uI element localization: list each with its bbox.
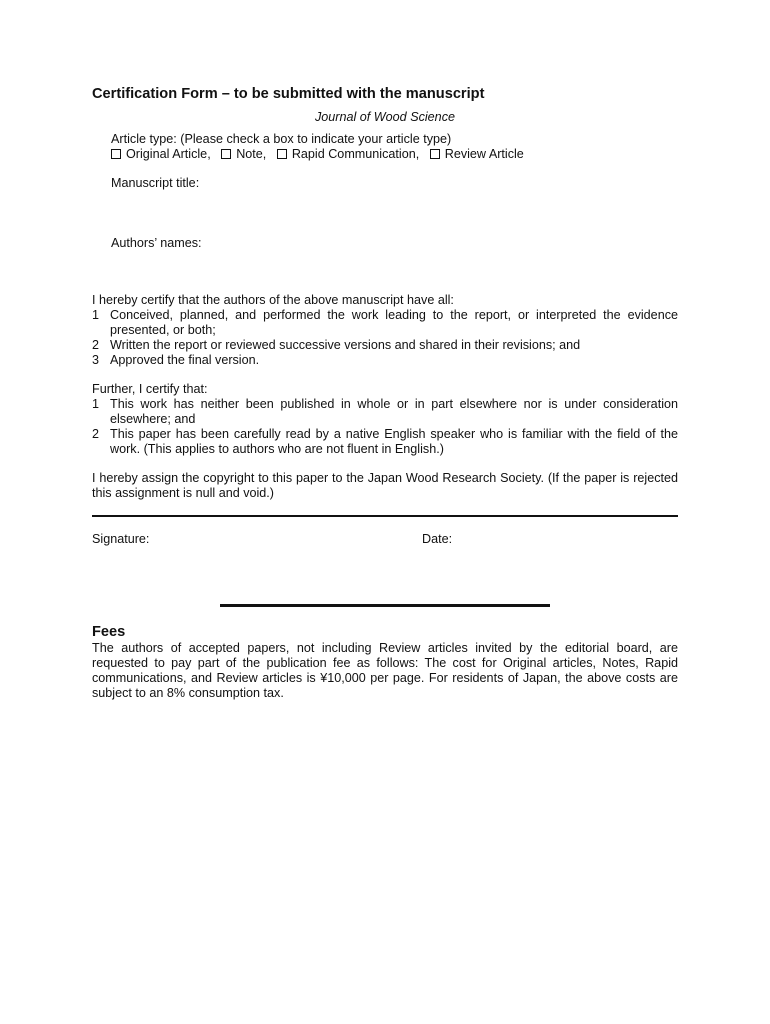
list-item [92, 427, 678, 457]
list-number: 1 [92, 308, 100, 322]
option-label: Review Article [444, 147, 524, 161]
journal-name: Journal of Wood Science [314, 110, 455, 124]
list-item [92, 308, 678, 338]
list-number: 3 [92, 353, 100, 367]
option-label: Note, [236, 147, 267, 161]
list-number: 1 [92, 397, 100, 411]
signature-label: Signature: [92, 532, 150, 546]
list-text: This work has neither been published in whole or in part elsewhere nor is under consideration elsewhere; and [110, 397, 678, 426]
option-label: Original Article, [126, 147, 211, 161]
article-type-options [111, 147, 531, 162]
copyright-statement: I hereby assign the copyright to this paper to the Japan Wood Research Society. (If the paper is rejected this assignment is null and void.) [92, 471, 678, 500]
manuscript-title-label: Manuscript title: [111, 176, 200, 190]
list-text: Conceived, planned, and performed the work leading to the report, or interpreted the evidence presented, or both; [110, 308, 678, 337]
checkbox-icon[interactable] [430, 149, 440, 159]
article-type-label: Article type: (Please check a box to indicate your article type) [111, 132, 452, 146]
further-section [92, 382, 678, 457]
further-intro: Further, I certify that: [92, 382, 208, 396]
option-review-article[interactable] [430, 147, 524, 162]
list-item [92, 338, 678, 353]
option-label: Rapid Communication, [291, 147, 420, 161]
option-original-article[interactable] [111, 147, 211, 162]
list-number: 2 [92, 427, 100, 441]
list-text: Approved the final version. [110, 353, 260, 367]
checkbox-icon[interactable] [111, 149, 121, 159]
form-title: Certification Form – to be submitted with the manuscript [92, 86, 485, 102]
list-text: Written the report or reviewed successive versions and shared in their revisions; and [110, 338, 581, 352]
date-label: Date: [422, 532, 453, 546]
list-number: 2 [92, 338, 100, 352]
certify-section [92, 293, 678, 368]
checkbox-icon[interactable] [221, 149, 231, 159]
list-item [92, 397, 678, 427]
authors-names-label: Authors’ names: [111, 236, 202, 250]
section-divider [220, 604, 550, 607]
list-text: This paper has been carefully read by a native English speaker who is familiar with the field of the work. (This applies to authors who are not fluent in English.) [110, 427, 678, 456]
checkbox-icon[interactable] [277, 149, 287, 159]
option-note[interactable] [221, 147, 266, 162]
fees-text: The authors of accepted papers, not including Review articles invited by the editorial board, are requested to pay part of the publication fee as follows: The cost for Original articles, Notes, Rapid communications, and Review articles is ¥10,000 per page. For residents of Japan, the above costs are subject to an 8% consumption tax. [92, 641, 678, 700]
fees-heading: Fees [92, 624, 126, 640]
list-item [92, 353, 678, 368]
certify-intro: I hereby certify that the authors of the above manuscript have all: [92, 293, 454, 307]
option-rapid-communication[interactable] [277, 147, 419, 162]
divider [92, 515, 678, 517]
